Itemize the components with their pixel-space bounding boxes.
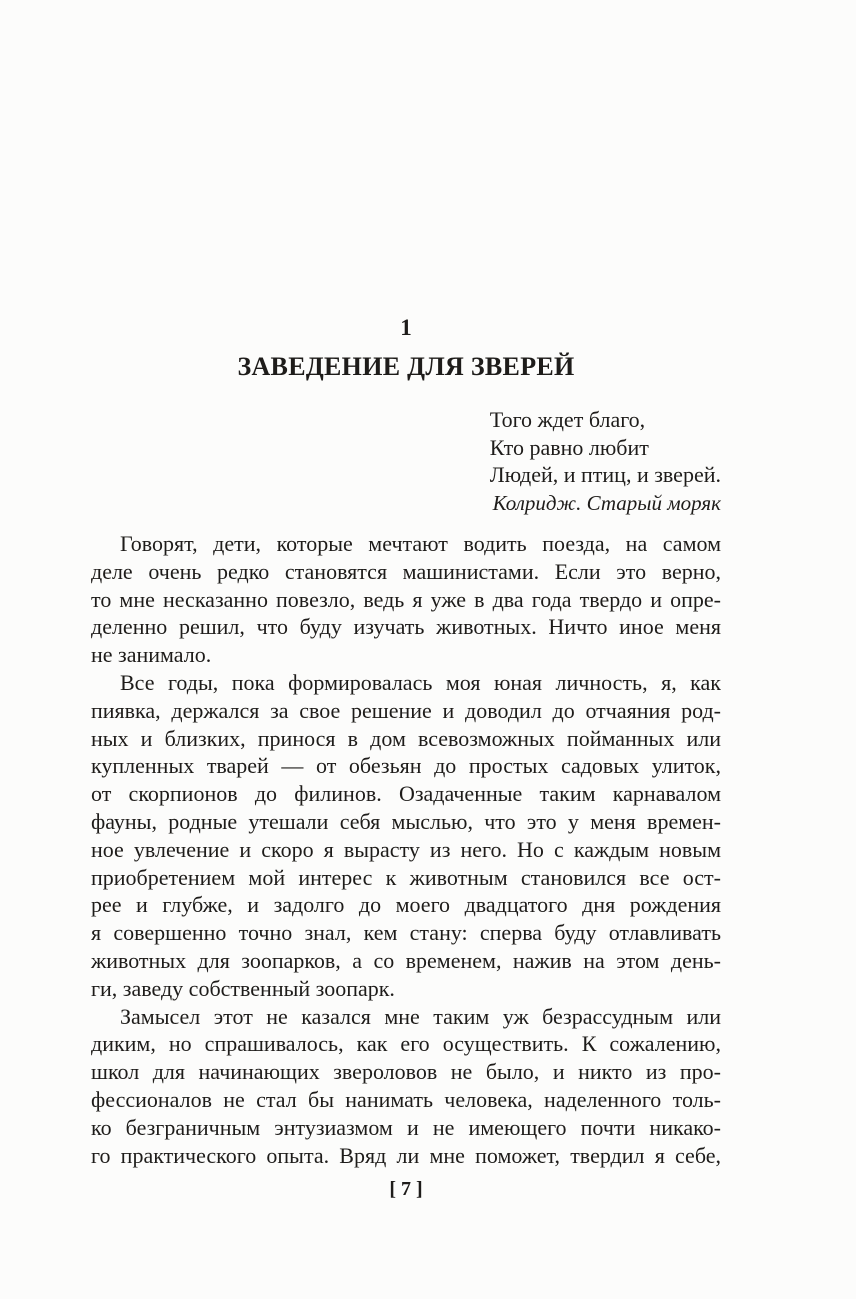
paragraph <box>91 530 721 669</box>
text-line: го практического опыта. Вряд ли мне поможет, твердил я себе, <box>91 1142 721 1168</box>
text-line: деле очень редко становятся машинистами. Если это верно, <box>91 558 721 584</box>
text-line: Все годы, пока формировалась моя юная личность, я, как <box>120 669 721 695</box>
text-line: Замысел этот не казался мне таким уж безрассудным или <box>120 1003 721 1029</box>
text-line: Говорят, дети, которые мечтают водить поезда, на самом <box>120 531 721 556</box>
text-line: ко безграничным энтузиазмом и не имеющего почти никако- <box>91 1114 721 1140</box>
text-line: я совершенно точно знал, кем стану: сперва буду отлавливать <box>91 920 721 946</box>
chapter-title: ЗАВЕДЕНИЕ ДЛЯ ЗВЕРЕЙ <box>237 352 575 381</box>
text-line: фауны, родные утешали себя мыслью, что это у меня времен- <box>91 808 721 834</box>
paragraph <box>91 1003 721 1170</box>
text-line: от скорпионов до филинов. Озадаченные таким карнавалом <box>91 781 721 807</box>
text-line: пиявка, держался за свое решение и доводил до отчаяния род- <box>91 697 721 723</box>
text-line: ги, заведу собственный зоопарк. <box>91 975 395 1001</box>
epigraph-line: Того ждет благо, <box>489 407 646 432</box>
text-line: то мне несказанно повезло, ведь я уже в два года твердо и опре- <box>91 586 721 612</box>
text-line: ных и близких, принося в дом всевозможных пойманных или <box>91 725 721 751</box>
text-line: фессионалов не стал бы нанимать человека, наделенного толь- <box>91 1086 721 1112</box>
text-line: ное увлечение и скоро я вырасту из него. Но с каждым новым <box>91 836 721 862</box>
text-block <box>91 0 721 1169</box>
epigraph <box>490 406 721 517</box>
text-line: деленно решил, что буду изучать животных. Ничто иное меня <box>91 614 721 640</box>
epigraph-line: Людей, и птиц, и зверей. <box>489 462 721 487</box>
text-line: не занимало. <box>91 642 212 668</box>
text-line: купленных тварей — от обезьян до простых садовых улиток, <box>91 753 721 779</box>
text-line: диким, но спрашивалось, как его осуществить. К сожалению, <box>91 1031 721 1057</box>
text-line: рее и глубже, и задолго до моего двадцатого дня рождения <box>91 892 721 918</box>
text-line: школ для начинающих звероловов не было, и никто из про- <box>91 1059 721 1085</box>
epigraph-attribution: Колридж. Старый моряк <box>492 490 721 515</box>
body-text <box>91 530 721 1169</box>
text-line: животных для зоопарков, а со временем, нажив на этом день- <box>91 947 721 973</box>
paragraph <box>91 669 721 1003</box>
page-number: [ 7 ] <box>389 1178 423 1200</box>
text-line: приобретением мой интерес к животным становился все ост- <box>91 864 721 890</box>
epigraph-line: Кто равно любит <box>489 434 649 460</box>
chapter-number: 1 <box>400 315 412 340</box>
